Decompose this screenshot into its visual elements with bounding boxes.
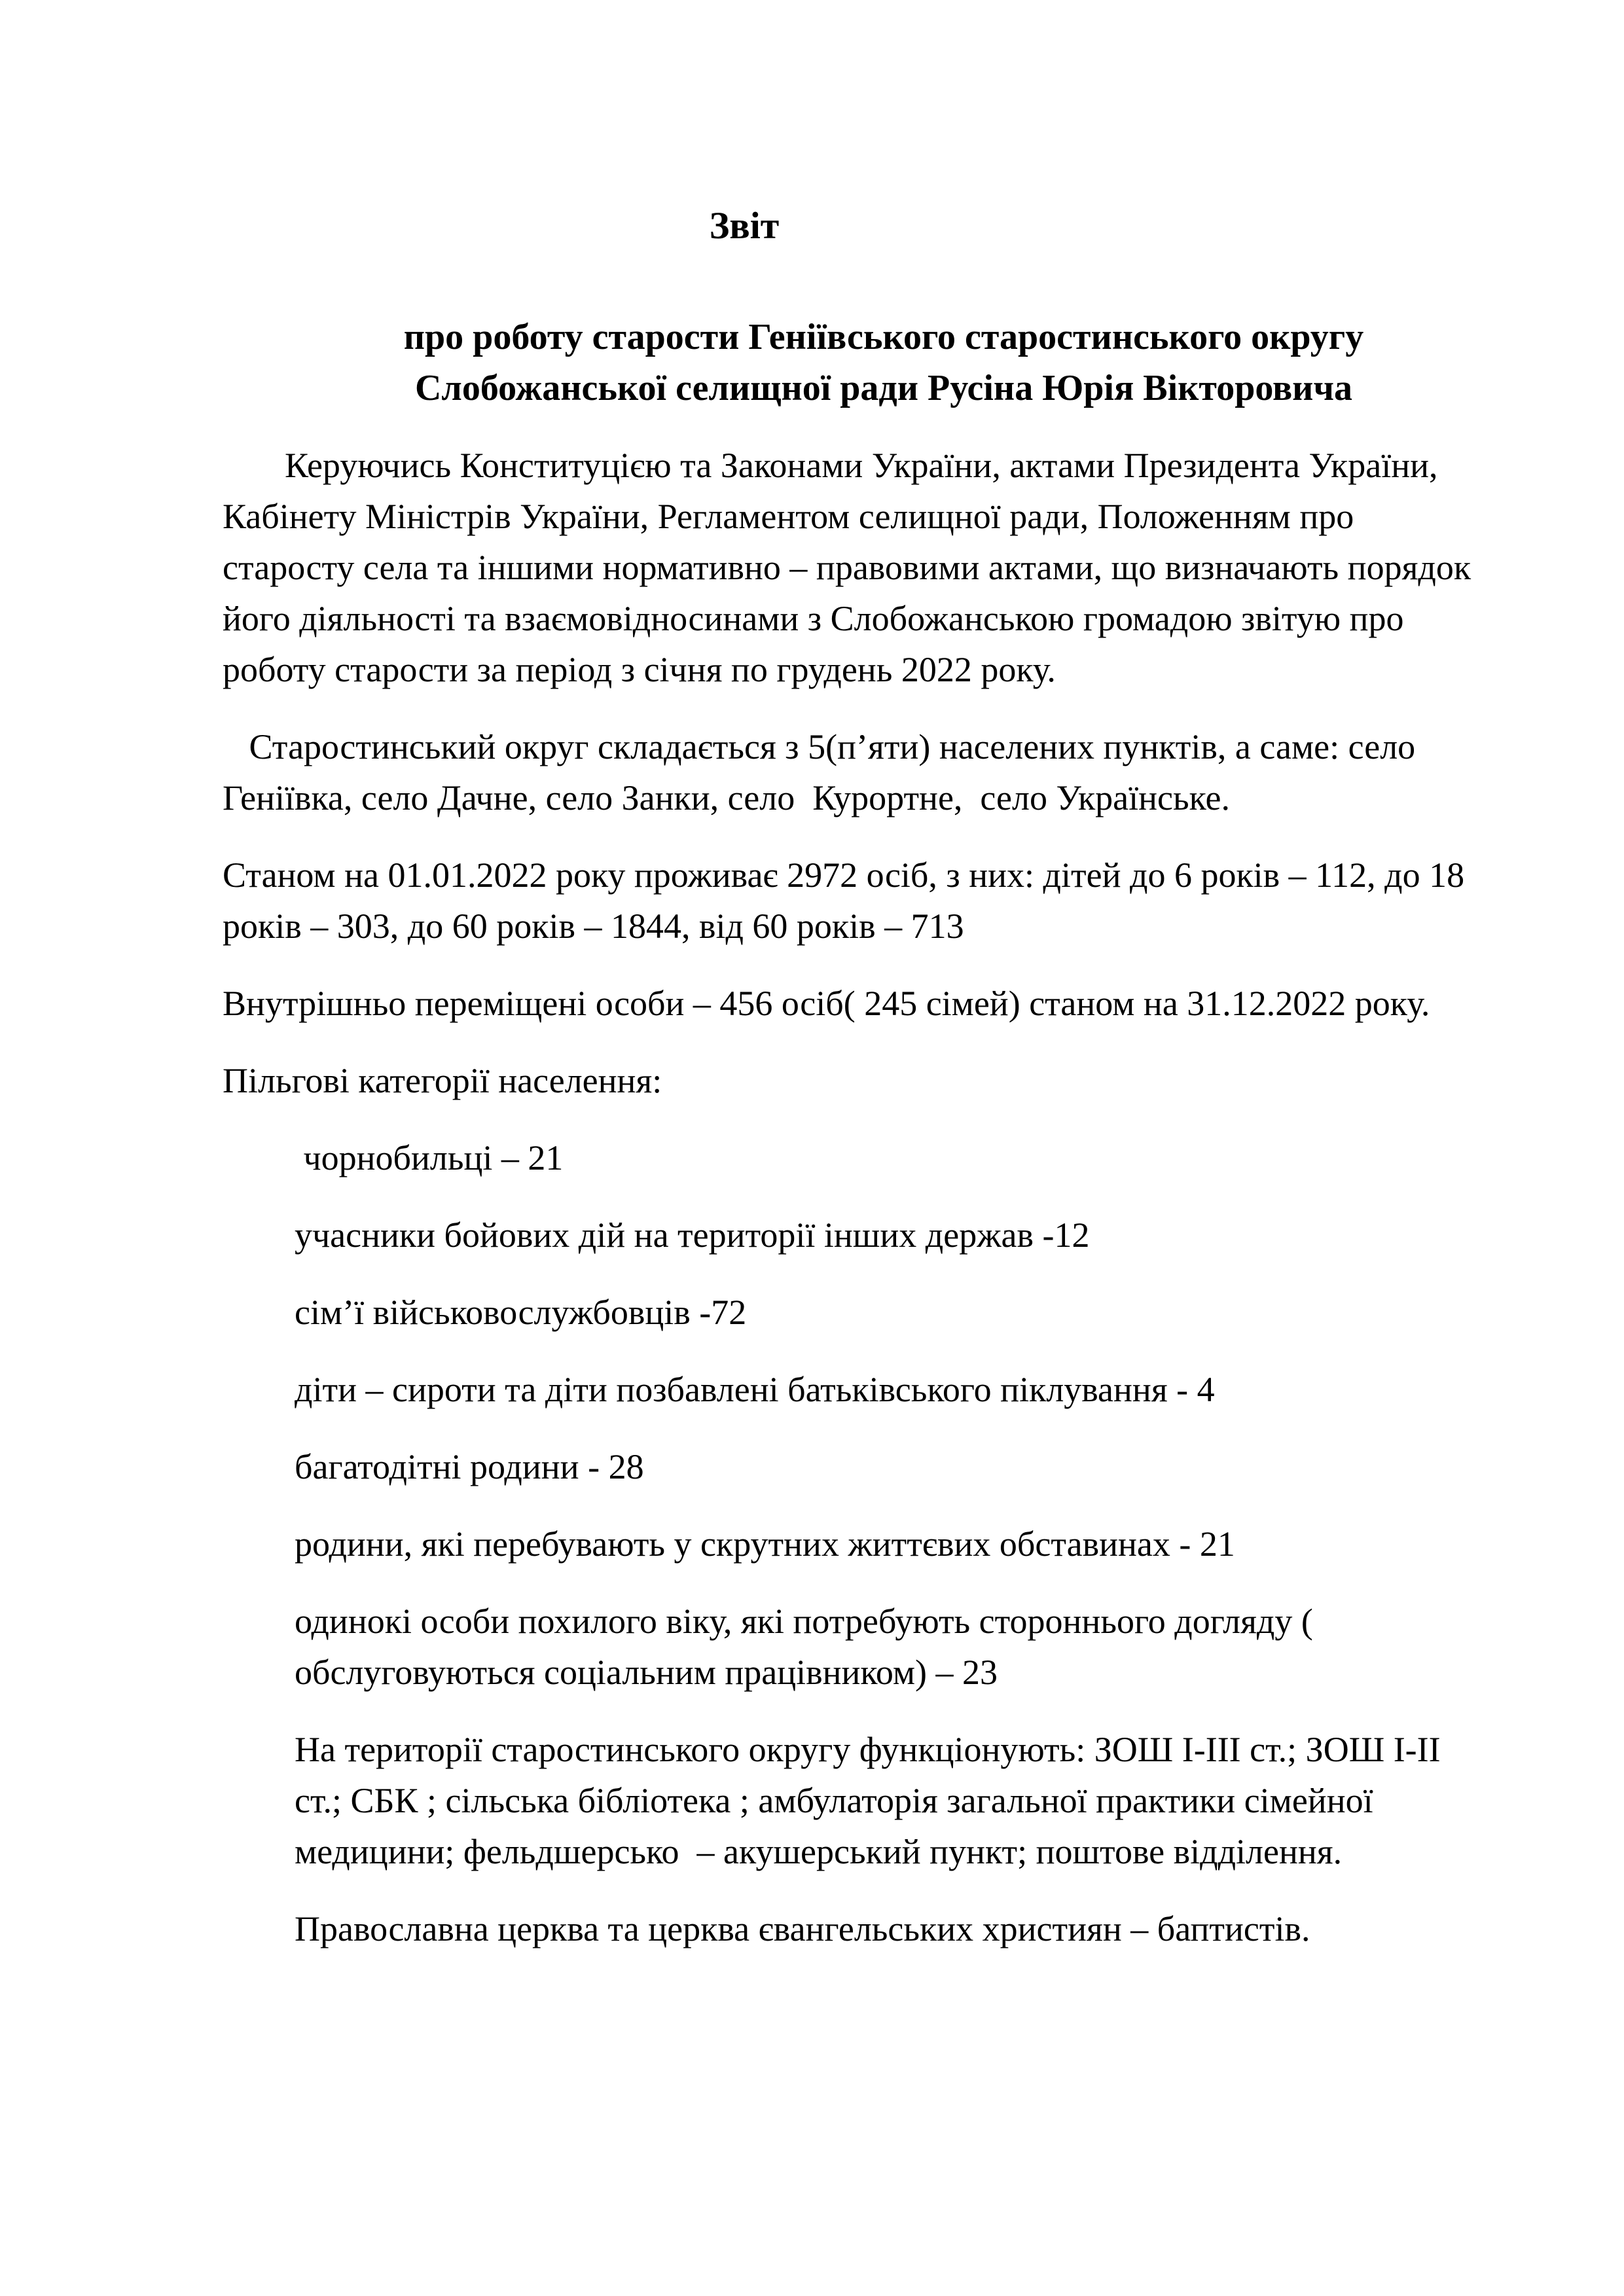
report-subtitle-line-2: Слобожанської селищної ради Русіна Юрія Вікторовича [414,368,1353,408]
report-subtitle [223,312,1479,414]
paragraph-infrastructure: На території старостинського округу функціонують: ЗОШ І-ІІІ ст.; ЗОШ І-ІІ ст.; СБК ; сільська бібліотека ; амбулаторія загальної практики сімейної медицини; фельдшерсько – акушерський пункт; поштове відділення. [295,1730,1450,1871]
list-item-chornobyl-victims: чорнобильці – 21 [295,1138,564,1177]
paragraph-churches: Православна церква та церква євангельських християн – баптистів. [295,1909,1310,1948]
benefit-categories-list [223,1132,1479,1698]
report-subtitle-line-1: про роботу старости Геніївського старостинського округу [403,317,1364,357]
paragraph-idp-stats: Внутрішньо переміщені особи – 456 осіб( 245 сімей) станом на 31.12.2022 року. [223,984,1430,1023]
list-item-military-families: сім’ї військовослужбовців -72 [295,1293,747,1332]
list-item-orphans: діти – сироти та діти позбавлені батьківського піклування - 4 [295,1370,1215,1409]
paragraph-legal-intro: Керуючись Конституцією та Законами України, актами Президента України, Кабінету Міністрів України, Регламентом селищної ради, Положенням про старосту села та іншими нормативно – правовими актами, що визначають порядок його діяльності та взаємовідносинами з Слобожанською громадою звітую про роботу старости за період з січня по грудень 2022 року. [223,446,1480,689]
report-title: Звіт [709,204,780,247]
list-item-combat-veterans: учасники бойових дій на території інших держав -12 [295,1215,1090,1255]
list-item-lonely-elderly: одинокі особи похилого віку, які потребують стороннього догляду ( обслуговуються соціальним працівником) – 23 [295,1602,1322,1692]
paragraph-population-stats: Станом на 01.01.2022 року проживає 2972 осіб, з них: дітей до 6 років – 112, до 18 років – 303, до 60 років – 1844, від 60 років – 713 [223,855,1473,946]
paragraph-settlements: Старостинський округ складається з 5(п’яти) населених пунктів, а саме: село Геніївка, село Дачне, село Занки, село Курортне, село Українське. [223,727,1424,817]
list-item-large-families: багатодітні родини - 28 [295,1447,644,1486]
paragraph-benefit-categories-heading: Пільгові категорії населення: [223,1061,662,1100]
list-item-families-in-hardship: родини, які перебувають у скрутних життєвих обставинах - 21 [295,1524,1235,1564]
